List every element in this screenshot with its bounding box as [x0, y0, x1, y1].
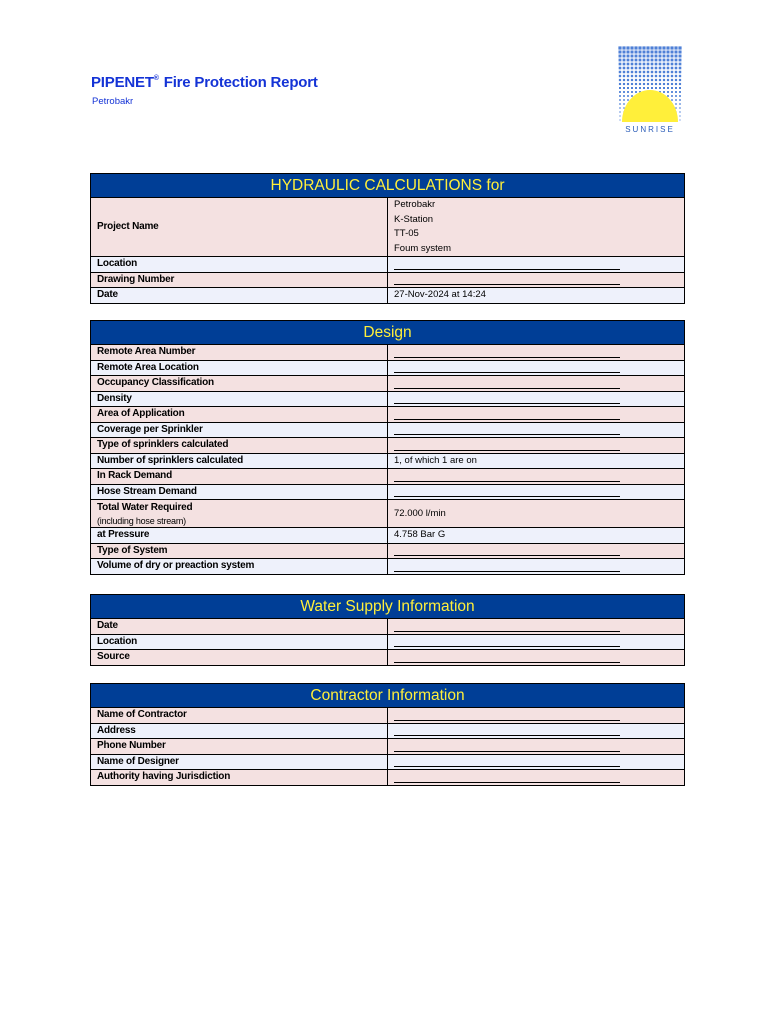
hose-stream-field[interactable]: [388, 484, 685, 500]
contractor-name-label: Name of Contractor: [91, 708, 388, 724]
total-water-label: [91, 500, 388, 528]
volume-label: Volume of dry or preaction system: [91, 559, 388, 575]
drawing-number-field[interactable]: [388, 272, 685, 288]
location-field[interactable]: [388, 257, 685, 273]
pressure-label: at Pressure: [91, 528, 388, 544]
type-sprinklers-label: Type of sprinklers calculated: [91, 438, 388, 454]
registered-mark: ®: [153, 75, 159, 82]
hydraulic-heading: HYDRAULIC CALCULATIONS for: [91, 174, 685, 198]
density-field[interactable]: [388, 391, 685, 407]
type-system-field[interactable]: [388, 543, 685, 559]
occupancy-label: Occupancy Classification: [91, 376, 388, 392]
ws-date-field[interactable]: [388, 619, 685, 635]
contractor-name-field[interactable]: [388, 708, 685, 724]
design-table: [90, 320, 685, 575]
remote-area-location-label: Remote Area Location: [91, 360, 388, 376]
total-water-note: (including hose stream): [97, 515, 186, 526]
volume-field[interactable]: [388, 559, 685, 575]
contractor-table: [90, 683, 685, 786]
logo-text: SUNRISE: [625, 125, 675, 134]
area-of-application-label: Area of Application: [91, 407, 388, 423]
ws-location-label: Location: [91, 634, 388, 650]
area-of-application-field[interactable]: [388, 407, 685, 423]
contractor-address-label: Address: [91, 723, 388, 739]
project-line: Foum system: [394, 242, 452, 254]
design-heading: Design: [91, 321, 685, 345]
hydraulic-table: [90, 173, 685, 304]
drawing-number-label: Drawing Number: [91, 272, 388, 288]
remote-area-location-field[interactable]: [388, 360, 685, 376]
project-line: Petrobakr: [394, 199, 436, 210]
num-sprinklers-value: 1, of which 1 are on: [388, 453, 685, 469]
coverage-label: Coverage per Sprinkler: [91, 422, 388, 438]
report-title: [91, 74, 318, 91]
water-supply-heading: Water Supply Information: [91, 595, 685, 619]
contractor-address-field[interactable]: [388, 723, 685, 739]
num-sprinklers-label: Number of sprinklers calculated: [91, 453, 388, 469]
project-line: TT-05: [394, 228, 419, 239]
report-subtitle: Petrobakr: [92, 96, 134, 107]
remote-area-number-field[interactable]: [388, 345, 685, 361]
report-title-rest: Fire Protection Report: [159, 74, 318, 91]
project-name-label: Project Name: [91, 198, 388, 257]
contractor-heading: Contractor Information: [91, 684, 685, 708]
project-name-value: [388, 198, 685, 257]
in-rack-field[interactable]: [388, 469, 685, 485]
type-system-label: Type of System: [91, 543, 388, 559]
designer-name-field[interactable]: [388, 754, 685, 770]
authority-label: Authority having Jurisdiction: [91, 770, 388, 786]
total-water-title: Total Water Required: [97, 501, 193, 513]
coverage-field[interactable]: [388, 422, 685, 438]
ws-location-field[interactable]: [388, 634, 685, 650]
hose-stream-label: Hose Stream Demand: [91, 484, 388, 500]
remote-area-number-label: Remote Area Number: [91, 345, 388, 361]
density-label: Density: [91, 391, 388, 407]
in-rack-label: In Rack Demand: [91, 469, 388, 485]
occupancy-field[interactable]: [388, 376, 685, 392]
pressure-value: 4.758 Bar G: [388, 528, 685, 544]
authority-field[interactable]: [388, 770, 685, 786]
type-sprinklers-field[interactable]: [388, 438, 685, 454]
designer-name-label: Name of Designer: [91, 754, 388, 770]
date-label: Date: [91, 288, 388, 304]
project-line: K-Station: [394, 213, 434, 225]
ws-source-label: Source: [91, 650, 388, 666]
date-value: 27-Nov-2024 at 14:24: [388, 288, 685, 304]
water-supply-table: [90, 594, 685, 666]
report-title-brand: PIPENET: [91, 74, 154, 91]
ws-source-field[interactable]: [388, 650, 685, 666]
ws-date-label: Date: [91, 619, 388, 635]
total-water-value: 72.000 l/min: [388, 500, 685, 528]
contractor-phone-label: Phone Number: [91, 739, 388, 755]
contractor-phone-field[interactable]: [388, 739, 685, 755]
location-label: Location: [91, 257, 388, 273]
